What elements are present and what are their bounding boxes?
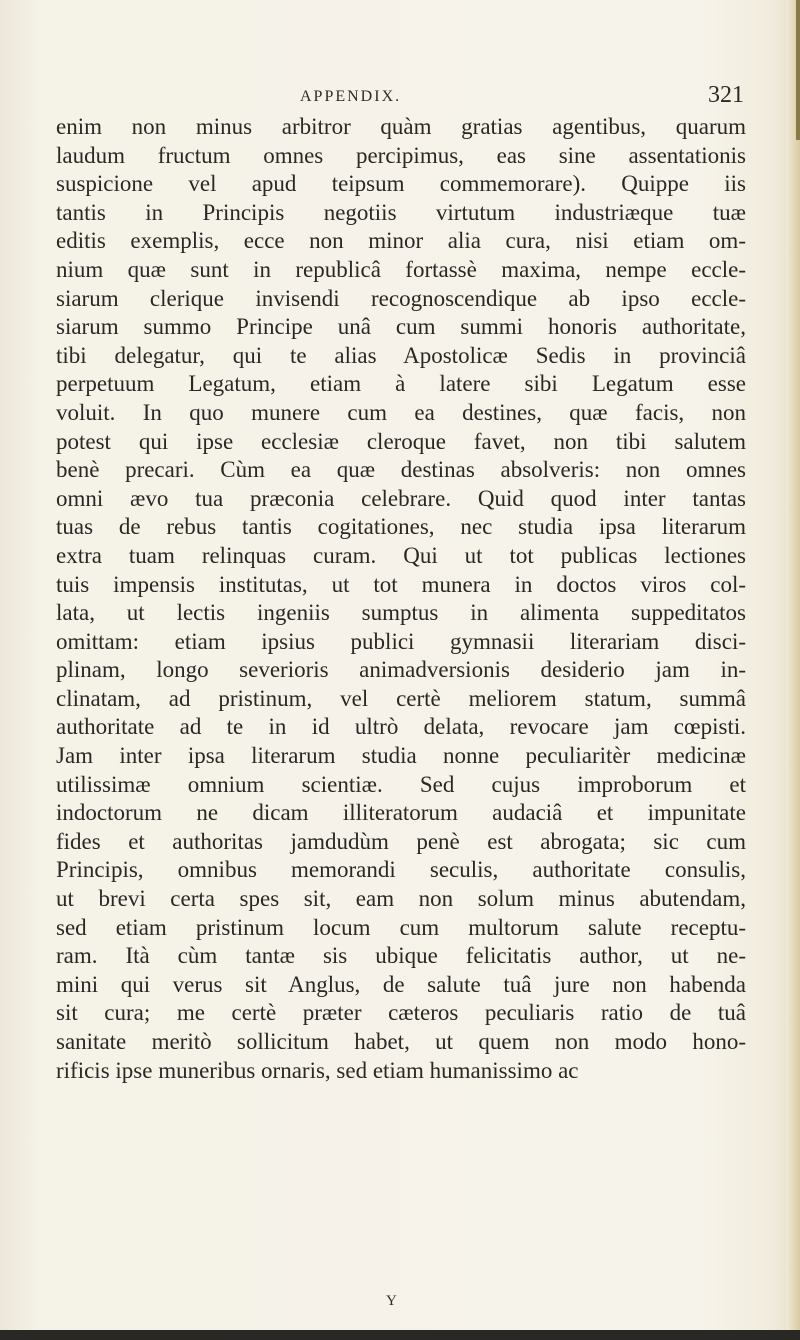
text-line: sanitate meritò sollicitum habet, ut quem non modo hono- <box>56 1029 746 1054</box>
page-edge <box>786 0 800 1340</box>
text-line: mini qui verus sit Anglus, de salute tuâ jure non habenda <box>56 971 746 997</box>
text-line: sed etiam pristinum locum cum multorum salute receptu- <box>56 914 746 940</box>
body-text <box>56 113 746 1085</box>
text-line: lata, ut lectis ingeniis sumptus in alimenta suppeditatos <box>56 600 746 626</box>
text-line: tuas de rebus tantis cogitationes, nec studia ipsa literarum <box>56 514 746 540</box>
text-line: sit cura; me certè præter cæteros peculiaris ratio de tuâ <box>56 1000 746 1026</box>
text-line: ram. Ità cùm tantæ sis ubique felicitatis author, ut ne- <box>56 943 746 969</box>
running-head: APPENDIX. <box>300 88 402 105</box>
page-number: 321 <box>708 82 744 108</box>
text-line: benè precari. Cùm ea quæ destinas absolveris: non omnes <box>56 457 746 483</box>
text-line: fides et authoritas jamdudùm penè est abrogata; sic cum <box>56 828 746 854</box>
text-line: siarum summo Principe unâ cum summi honoris authoritate, <box>56 314 746 340</box>
text-line: editis exemplis, ecce non minor alia cura, nisi etiam om- <box>56 228 746 254</box>
page-header <box>56 82 746 112</box>
text-line: rificis ipse muneribus ornaris, sed etiam humanissimo ac <box>56 1057 579 1083</box>
text-line: tantis in Principis negotiis virtutum industriæque tuæ <box>56 199 746 225</box>
text-line: tuis impensis institutas, ut tot munera in doctos viros col- <box>56 571 746 597</box>
text-line: Principis, omnibus memorandi seculis, authoritate consulis, <box>56 857 746 883</box>
page-edge-shadow <box>796 0 800 140</box>
text-line: clinatam, ad pristinum, vel certè meliorem statum, summâ <box>56 685 746 711</box>
scan-bottom-band <box>0 1330 800 1340</box>
text-line: enim non minus arbitror quàm gratias agentibus, quarum <box>56 114 746 139</box>
text-line: voluit. In quo munere cum ea destines, quæ facis, non <box>56 399 746 425</box>
text-line: authoritate ad te in id ultrò delata, revocare jam cœpisti. <box>56 714 746 740</box>
text-line: siarum clerique invisendi recognoscendique ab ipso eccle- <box>56 285 746 311</box>
text-line: suspicione vel apud teipsum commemorare). Quippe iis <box>56 171 746 197</box>
signature-mark: Y <box>386 1293 397 1309</box>
text-line: plinam, longo severioris animadversionis desiderio jam in- <box>56 657 746 683</box>
text-line: perpetuum Legatum, etiam à latere sibi Legatum esse <box>56 371 746 397</box>
text-line: potest qui ipse ecclesiæ cleroque favet, non tibi salutem <box>56 428 746 454</box>
text-line: extra tuam relinquas curam. Qui ut tot publicas lectiones <box>56 542 746 568</box>
text-line: laudum fructum omnes percipimus, eas sine assentationis <box>56 142 746 168</box>
text-line: utilissimæ omnium scientiæ. Sed cujus improborum et <box>56 771 746 797</box>
text-line: nium quæ sunt in republicâ fortassè maxima, nempe eccle- <box>56 256 746 282</box>
text-line: tibi delegatur, qui te alias Apostolicæ Sedis in provinciâ <box>56 342 746 368</box>
text-line: omittam: etiam ipsius publici gymnasii literariam disci- <box>56 628 746 654</box>
text-line: indoctorum ne dicam illiteratorum audaciâ et impunitate <box>56 800 746 826</box>
text-line: Jam inter ipsa literarum studia nonne peculiaritèr medicinæ <box>56 743 746 769</box>
text-line: omni ævo tua præconia celebrare. Quid quod inter tantas <box>56 485 746 511</box>
text-line: ut brevi certa spes sit, eam non solum minus abutendam, <box>56 886 746 912</box>
